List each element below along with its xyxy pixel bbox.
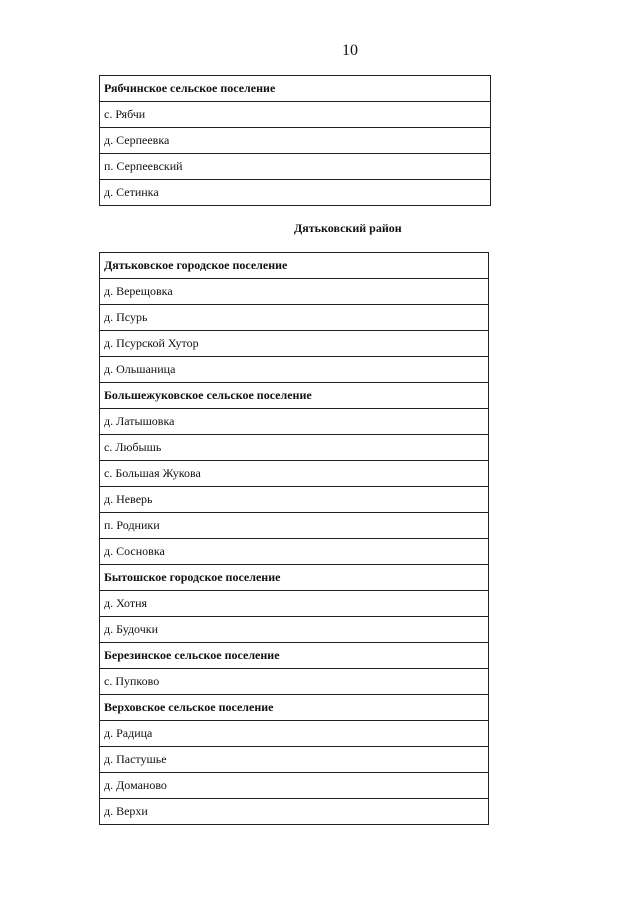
settlement-name: с. Большая Жукова — [100, 461, 489, 487]
settlement-name: д. Серпеевка — [100, 128, 491, 154]
settlement-name: д. Псурь — [100, 305, 489, 331]
settlement-row — [100, 591, 489, 617]
section-heading: Дятьковский район — [294, 221, 402, 235]
settlement-row — [100, 128, 491, 154]
settlement-row — [100, 435, 489, 461]
settlement-name: д. Неверь — [100, 487, 489, 513]
settlement-name: п. Серпеевский — [100, 154, 491, 180]
page-number: 10 — [342, 42, 358, 59]
settlement-name: д. Верещовка — [100, 279, 489, 305]
settlement-row — [100, 461, 489, 487]
settlement-name: д. Будочки — [100, 617, 489, 643]
settlement-group-row — [100, 76, 491, 102]
settlement-name: с. Любышь — [100, 435, 489, 461]
settlements-table-1 — [99, 75, 491, 206]
settlement-row — [100, 799, 489, 825]
settlement-row — [100, 154, 491, 180]
settlement-group-name: Дятьковское городское поселение — [100, 253, 489, 279]
settlements-table-2 — [99, 252, 489, 825]
settlement-name: с. Рябчи — [100, 102, 491, 128]
settlements-table-1-body — [100, 76, 491, 206]
settlement-name: д. Псурской Хутор — [100, 331, 489, 357]
settlement-group-name: Рябчинское сельское поселение — [100, 76, 491, 102]
settlement-row — [100, 669, 489, 695]
settlement-group-name: Березинское сельское поселение — [100, 643, 489, 669]
settlement-row — [100, 539, 489, 565]
settlement-name: д. Ольшаница — [100, 357, 489, 383]
settlement-row — [100, 747, 489, 773]
settlement-name: д. Сосновка — [100, 539, 489, 565]
settlement-row — [100, 617, 489, 643]
settlement-name: д. Верхи — [100, 799, 489, 825]
settlement-row — [100, 357, 489, 383]
settlement-group-name: Бытошское городское поселение — [100, 565, 489, 591]
settlement-name: д. Сетинка — [100, 180, 491, 206]
settlement-group-row — [100, 695, 489, 721]
settlement-name: д. Хотня — [100, 591, 489, 617]
settlement-name: д. Радица — [100, 721, 489, 747]
settlement-row — [100, 180, 491, 206]
settlement-name: д. Латышовка — [100, 409, 489, 435]
settlement-row — [100, 409, 489, 435]
settlement-group-row — [100, 253, 489, 279]
settlement-group-name: Большежуковское сельское поселение — [100, 383, 489, 409]
settlement-group-name: Верховское сельское поселение — [100, 695, 489, 721]
settlement-group-row — [100, 383, 489, 409]
settlement-row — [100, 331, 489, 357]
settlement-row — [100, 721, 489, 747]
settlement-row — [100, 305, 489, 331]
settlement-name: п. Родники — [100, 513, 489, 539]
settlement-row — [100, 102, 491, 128]
settlement-name: с. Пупково — [100, 669, 489, 695]
settlement-row — [100, 487, 489, 513]
settlement-group-row — [100, 643, 489, 669]
settlement-name: д. Доманово — [100, 773, 489, 799]
settlement-row — [100, 513, 489, 539]
settlement-name: д. Пастушье — [100, 747, 489, 773]
settlements-table-2-body — [100, 253, 489, 825]
settlement-group-row — [100, 565, 489, 591]
settlement-row — [100, 279, 489, 305]
settlement-row — [100, 773, 489, 799]
